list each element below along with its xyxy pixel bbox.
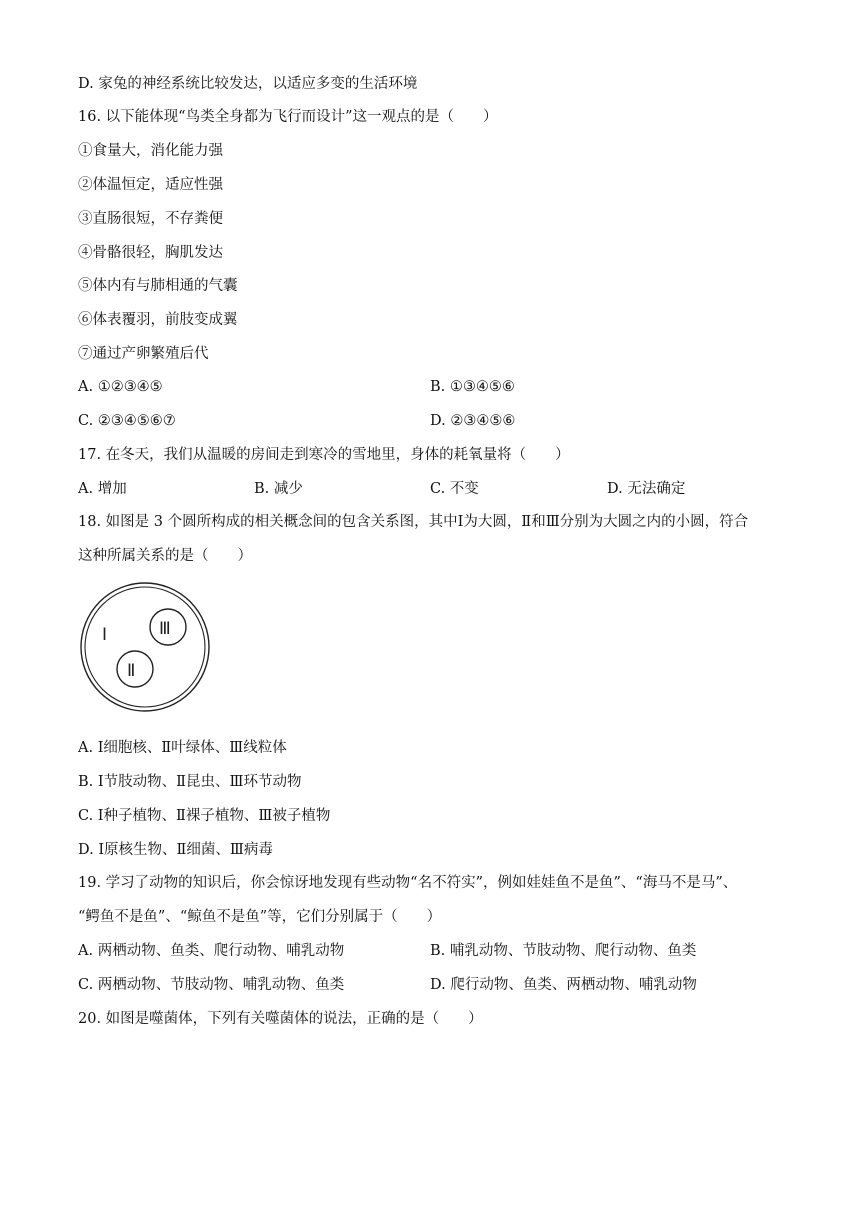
question-16-item-5: ⑤体内有与肺相通的气囊 bbox=[78, 278, 238, 294]
question-16-option-b: B. ①③④⑤⑥ bbox=[430, 379, 515, 395]
question-18-stem-line-2: 这种所属关系的是（ ） bbox=[78, 548, 252, 564]
label-i: Ⅰ bbox=[102, 625, 108, 644]
question-19-stem-line-1: 19. 学习了动物的知识后，你会惊讶地发现有些动物“名不符实”，例如娃娃鱼不是鱼”、“海马不是马”、 bbox=[78, 875, 738, 891]
venn-diagram bbox=[78, 580, 218, 715]
label-ii: Ⅱ bbox=[127, 661, 136, 680]
question-16-item-6: ⑥体表覆羽，前肢变成翼 bbox=[78, 312, 238, 328]
question-18-option-d: D. Ⅰ原核生物、Ⅱ细菌、Ⅲ病毒 bbox=[78, 842, 273, 858]
question-17-option-a: A. 增加 bbox=[78, 481, 127, 497]
question-16-item-4: ④骨骼很轻，胸肌发达 bbox=[78, 245, 223, 261]
circle-i-inner bbox=[85, 587, 205, 707]
question-17-stem: 17. 在冬天，我们从温暖的房间走到寒冷的雪地里，身体的耗氧量将（ ） bbox=[78, 447, 570, 463]
question-19-option-c: C. 两栖动物、节肢动物、哺乳动物、鱼类 bbox=[78, 977, 345, 993]
question-16-option-d: D. ②③④⑤⑥ bbox=[430, 413, 516, 429]
question-16-stem: 16. 以下能体现“鸟类全身都为飞行而设计”这一观点的是（ ） bbox=[78, 109, 498, 125]
question-15-option-d: D. 家兔的神经系统比较发达，以适应多变的生活环境 bbox=[78, 76, 418, 92]
circle-i bbox=[81, 583, 209, 711]
question-18-option-a: A. Ⅰ细胞核、Ⅱ叶绿体、Ⅲ线粒体 bbox=[78, 740, 287, 756]
question-16-option-a: A. ①②③④⑤ bbox=[78, 379, 163, 395]
question-19-option-d: D. 爬行动物、鱼类、两栖动物、哺乳动物 bbox=[430, 977, 697, 993]
question-16-option-c: C. ②③④⑤⑥⑦ bbox=[78, 413, 176, 429]
question-17-option-c: C. 不变 bbox=[430, 481, 479, 497]
question-16-item-1: ①食量大，消化能力强 bbox=[78, 143, 223, 159]
question-17-option-d: D. 无法确定 bbox=[607, 481, 686, 497]
question-19-stem-line-2: “鳄鱼不是鱼”、“鲸鱼不是鱼”等，它们分别属于（ ） bbox=[78, 909, 442, 925]
question-16-item-2: ②体温恒定，适应性强 bbox=[78, 177, 223, 193]
question-18-option-b: B. Ⅰ节肢动物、Ⅱ昆虫、Ⅲ环节动物 bbox=[78, 774, 302, 790]
label-iii: Ⅲ bbox=[159, 619, 171, 638]
question-18-stem-line-1: 18. 如图是 3 个圆所构成的相关概念间的包含关系图，其中Ⅰ为大圆，Ⅱ和Ⅲ分别为大圆之内的小圆，符合 bbox=[78, 514, 749, 530]
question-17-option-b: B. 减少 bbox=[254, 481, 303, 497]
question-19-option-a: A. 两栖动物、鱼类、爬行动物、哺乳动物 bbox=[78, 943, 345, 959]
question-20-stem: 20. 如图是噬菌体，下列有关噬菌体的说法，正确的是（ ） bbox=[78, 1011, 483, 1027]
question-19-option-b: B. 哺乳动物、节肢动物、爬行动物、鱼类 bbox=[430, 943, 697, 959]
question-18-option-c: C. Ⅰ种子植物、Ⅱ裸子植物、Ⅲ被子植物 bbox=[78, 808, 331, 824]
question-16-item-3: ③直肠很短，不存粪便 bbox=[78, 211, 223, 227]
question-16-item-7: ⑦通过产卵繁殖后代 bbox=[78, 346, 209, 362]
